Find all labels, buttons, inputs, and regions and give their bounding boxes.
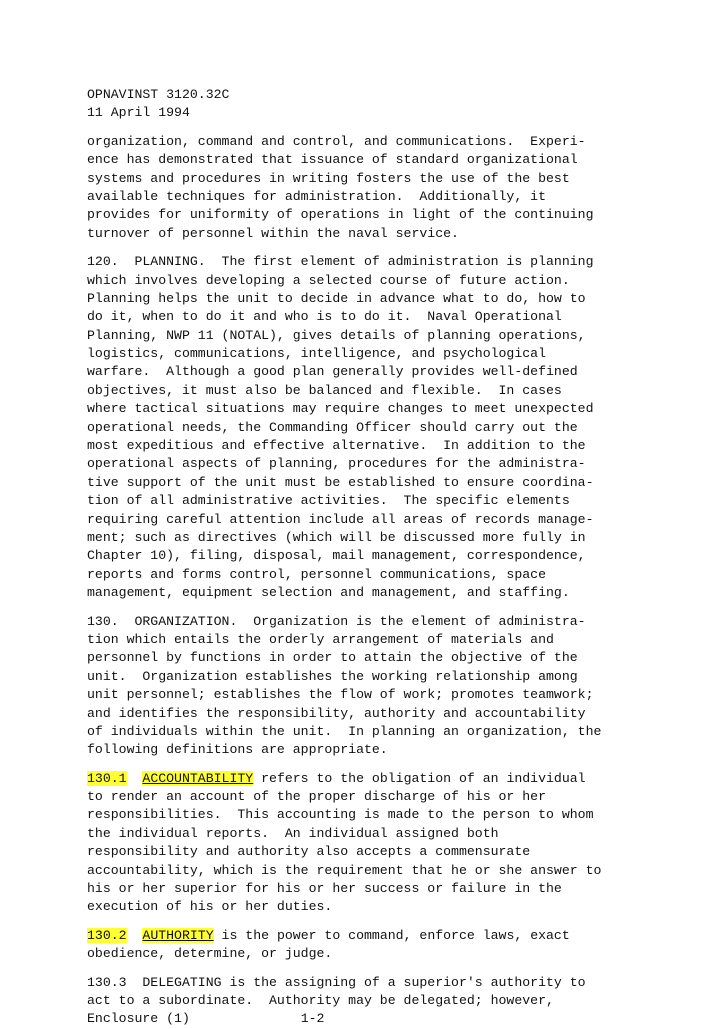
text-line: following definitions are appropriate. bbox=[87, 742, 388, 758]
text-line: Planning, NWP 11 (NOTAL), gives details of planning operations, bbox=[87, 327, 586, 343]
text-line: tive support of the unit must be established to ensure coordina- bbox=[87, 474, 594, 490]
text-line: 130. ORGANIZATION. Organization is the element of administra- bbox=[87, 613, 586, 629]
text-line: systems and procedures in writing fosters the use of the best bbox=[87, 170, 570, 186]
page-number: 1-2 bbox=[300, 1011, 325, 1027]
enclosure-label: Enclosure (1) bbox=[87, 1011, 190, 1027]
text-line: do it, when to do it and who is to do it. Naval Operational bbox=[87, 309, 562, 325]
text-line: ment; such as directives (which will be discussed more fully in bbox=[87, 529, 586, 545]
section-130-2-authority bbox=[87, 927, 647, 964]
text-line: execution of his or her duties. bbox=[87, 899, 333, 915]
highlighted-term-link[interactable]: ACCOUNTABILITY bbox=[142, 770, 254, 786]
text-line: requiring careful attention include all areas of records manage- bbox=[87, 511, 594, 527]
text-line: 130.1 ACCOUNTABILITY refers to the obligation of an individual bbox=[87, 770, 586, 786]
text-line: turnover of personnel within the naval service. bbox=[87, 225, 459, 241]
text-line: act to a subordinate. Authority may be delegated; however, bbox=[87, 992, 554, 1008]
text-line: 130.3 DELEGATING is the assigning of a superior's authority to bbox=[87, 974, 586, 990]
text-line: unit. Organization establishes the working relationship among bbox=[87, 668, 578, 684]
doc-id: OPNAVINST 3120.32C bbox=[87, 87, 230, 102]
text-line: provides for uniformity of operations in light of the continuing bbox=[87, 207, 594, 223]
page-footer bbox=[87, 1010, 647, 1028]
text-line: personnel by functions in order to attain the objective of the bbox=[87, 650, 578, 666]
text-line: obedience, determine, or judge. bbox=[87, 946, 333, 962]
section-130-1-accountability bbox=[87, 770, 647, 917]
text-line: and identifies the responsibility, authority and accountability bbox=[87, 705, 586, 721]
text-line: operational aspects of planning, procedures for the administra- bbox=[87, 456, 586, 472]
text-line: warfare. Although a good plan generally provides well-defined bbox=[87, 364, 578, 380]
text-line: most expeditious and effective alternative. In addition to the bbox=[87, 438, 586, 454]
text-line: available techniques for administration. Additionally, it bbox=[87, 188, 546, 204]
highlighted-section-number: 130.2 bbox=[87, 927, 127, 943]
document-page bbox=[87, 86, 647, 1029]
intro-paragraph bbox=[87, 133, 647, 243]
text-line: operational needs, the Commanding Officer should carry out the bbox=[87, 419, 578, 435]
highlighted-term-link[interactable]: AUTHORITY bbox=[142, 927, 214, 943]
text-line: 130.2 AUTHORITY is the power to command, enforce laws, exact bbox=[87, 927, 570, 943]
text-line: objectives, it must also be balanced and flexible. In cases bbox=[87, 382, 562, 398]
text-line: organization, command and control, and communications. Experi- bbox=[87, 133, 586, 149]
text-line: to render an account of the proper discharge of his or her bbox=[87, 789, 546, 805]
text-line: reports and forms control, personnel communications, space bbox=[87, 566, 546, 582]
text-line: tion which entails the orderly arrangement of materials and bbox=[87, 631, 554, 647]
text-line: which involves developing a selected course of future action. bbox=[87, 272, 570, 288]
text-line: responsibilities. This accounting is made to the person to whom bbox=[87, 807, 594, 823]
text-line: logistics, communications, intelligence, and psychological bbox=[87, 346, 546, 362]
section-120-planning bbox=[87, 253, 647, 602]
text-line: tion of all administrative activities. The specific elements bbox=[87, 493, 570, 509]
doc-date: 11 April 1994 bbox=[87, 105, 190, 121]
highlighted-section-number: 130.1 bbox=[87, 770, 127, 786]
text-line: the individual reports. An individual assigned both bbox=[87, 825, 499, 841]
text-line: where tactical situations may require changes to meet unexpected bbox=[87, 401, 594, 417]
section-130-organization bbox=[87, 613, 647, 760]
text-line: his or her superior for his or her success or failure in the bbox=[87, 881, 562, 897]
text-line: responsibility and authority also accepts a commensurate bbox=[87, 844, 531, 860]
text-line: Chapter 10), filing, disposal, mail management, correspondence, bbox=[87, 548, 586, 564]
text-line: accountability, which is the requirement that he or she answer to bbox=[87, 862, 602, 878]
text-line: unit personnel; establishes the flow of work; promotes teamwork; bbox=[87, 687, 594, 703]
text-line: ence has demonstrated that issuance of standard organizational bbox=[87, 152, 578, 168]
text-line: of individuals within the unit. In planning an organization, the bbox=[87, 723, 602, 739]
section-130-3-delegating bbox=[87, 974, 647, 1011]
text-line: Planning helps the unit to decide in advance what to do, how to bbox=[87, 290, 586, 306]
text-line: 120. PLANNING. The first element of administration is planning bbox=[87, 254, 594, 270]
text-line: management, equipment selection and management, and staffing. bbox=[87, 585, 570, 601]
